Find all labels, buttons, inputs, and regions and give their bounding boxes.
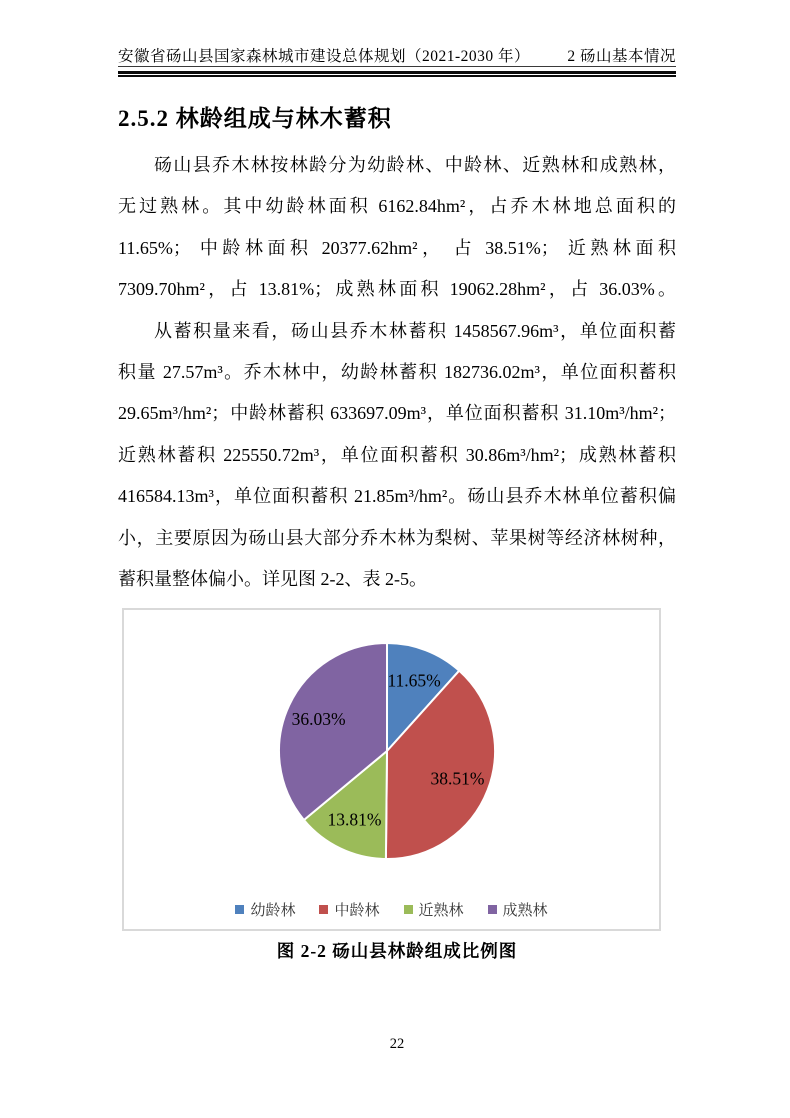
body-text-line: 近熟林蓄积 225550.72m³，单位面积蓄积 30.86m³/hm²；成熟林蓄积 (118, 444, 676, 465)
pie-slice-label: 38.51% (430, 768, 485, 789)
page-number: 22 (389, 1036, 405, 1052)
legend-label: 近熟林 (418, 903, 464, 919)
pie-slice-label: 36.03% (291, 708, 346, 729)
legend-item-幼龄林 (235, 899, 295, 920)
header-left-title: 安徽省砀山县国家森林城市建设总体规划（2021-2030 年） (118, 48, 531, 65)
body-text (118, 145, 676, 600)
pie-chart (124, 610, 659, 893)
legend-item-中龄林 (319, 899, 379, 920)
figure-caption: 图 2-2 砀山县林龄组成比例图 (276, 941, 518, 961)
legend-label: 幼龄林 (250, 903, 296, 919)
legend-swatch-icon (319, 905, 328, 914)
legend-item-近熟林 (404, 899, 464, 920)
body-text-line: 小，主要原因为砀山县大部分乔木林为梨树、苹果树等经济林树种， (118, 527, 676, 548)
document-page (118, 0, 676, 1118)
header-rule-thick (118, 71, 676, 74)
body-text-line: 从蓄积量来看，砀山县乔木林蓄积 1458567.96m³，单位面积蓄 (154, 320, 676, 341)
legend-swatch-icon (488, 905, 497, 914)
chart-legend (124, 899, 659, 920)
body-text-line: 积量 27.57m³。乔木林中，幼龄林蓄积 182736.02m³，单位面积蓄积 (118, 361, 676, 382)
body-text-line: 29.65m³/hm²；中龄林蓄积 633697.09m³，单位面积蓄积 31.10m³/hm²； (118, 403, 676, 424)
legend-swatch-icon (404, 905, 413, 914)
legend-label: 成熟林 (502, 903, 548, 919)
body-text-line: 蓄积量整体偏小。详见图 2-2、表 2-5。 (118, 568, 427, 589)
page-header (118, 44, 676, 66)
legend-swatch-icon (235, 905, 244, 914)
pie-slice-label: 11.65% (387, 670, 441, 691)
pie-chart-figure (122, 608, 661, 931)
header-rule (118, 66, 676, 77)
pie-slice-label: 13.81% (327, 809, 382, 830)
header-right-chapter: 2 砀山基本情况 (567, 48, 676, 65)
body-text-line: 11.65%； 中龄林面积 20377.62hm²， 占 38.51%； 近熟林面积 (118, 237, 676, 258)
section-heading: 2.5.2 林龄组成与林木蓄积 (118, 106, 392, 131)
body-text-line: 砀山县乔木林按林龄分为幼龄林、中龄林、近熟林和成熟林， (154, 155, 676, 175)
body-text-line: 无过熟林。其中幼龄林面积 6162.84hm²，占乔木林地总面积的 (118, 196, 676, 217)
body-text-line: 7309.70hm²，占 13.81%；成熟林面积 19062.28hm²，占 36.03%。 (118, 279, 676, 300)
legend-item-成熟林 (488, 899, 548, 920)
body-text-line: 416584.13m³，单位面积蓄积 21.85m³/hm²。砀山县乔木林单位蓄积偏 (118, 486, 676, 507)
header-rule-thin (118, 66, 676, 67)
header-rule-thick2 (118, 75, 676, 77)
legend-label: 中龄林 (334, 903, 380, 919)
